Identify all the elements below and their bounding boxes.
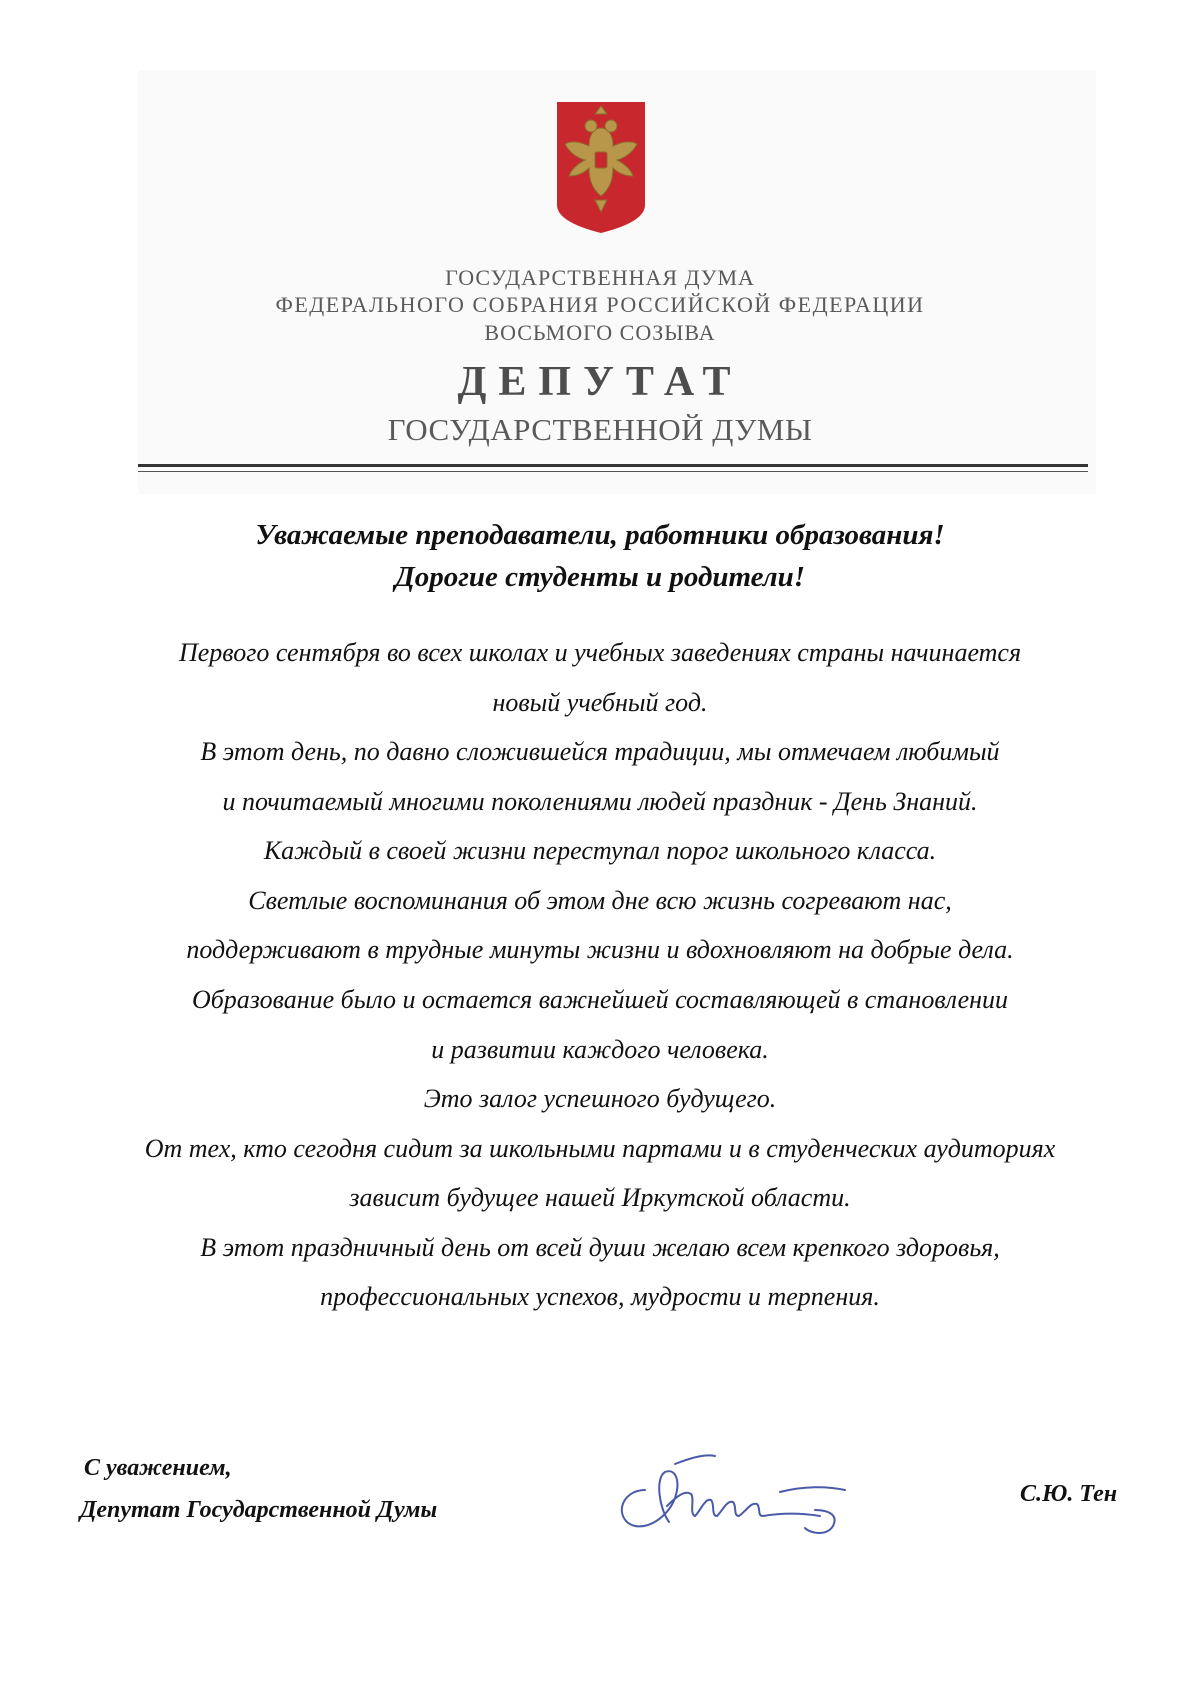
greeting-line-1: Уважаемые преподаватели, работники образования! [255,519,945,551]
body-line: Образование было и остается важнейшей составляющей в становлении [191,985,1009,1014]
body-line: Первого сентября во всех школах и учебных заведениях страны начинается [178,638,1022,667]
signer-name: С.Ю. Тен [1020,1481,1118,1507]
letterhead-assembly: ФЕДЕРАЛЬНОГО СОБРАНИЯ РОССИЙСКОЙ ФЕДЕРАЦИИ [275,292,925,317]
body-line: В этот праздничный день от всей души желаю всем крепкого здоровья, [200,1233,1000,1262]
body-line: зависит будущее нашей Иркутской области. [349,1183,851,1212]
body-line: и развитии каждого человека. [431,1035,769,1064]
letterhead-divider [138,464,1088,467]
body-line: профессиональных успехов, мудрости и терпения. [320,1282,880,1311]
body-line: и почитаемый многими поколениями людей праздник - День Знаний. [222,787,978,816]
body-line: От тех, кто сегодня сидит за школьными партами и в студенческих аудиториях [144,1134,1056,1163]
body-line: новый учебный год. [492,688,708,717]
letterhead-convocation: ВОСЬМОГО СОЗЫВА [484,320,716,345]
body-line: В этот день, по давно сложившейся традиции, мы отмечаем любимый [200,737,1000,766]
letterhead-divider-thin [138,471,1088,472]
body-line: Каждый в своей жизни переступал порог школьного класса. [263,836,937,865]
body-line: Светлые воспоминания об этом дне всю жизнь согревают нас, [248,886,952,915]
signature-image [605,1450,870,1540]
closing-regards: С уважением, [84,1455,232,1481]
closing-position: Депутат Государственной Думы [80,1497,438,1523]
body-line: Это залог успешного будущего. [423,1084,777,1113]
letterhead-title: ДЕПУТАТ [457,359,743,405]
letterhead-duma: ГОСУДАРСТВЕННАЯ ДУМА [445,265,755,290]
greeting-line-2: Дорогие студенты и родители! [394,561,806,593]
body-line: поддерживают в трудные минуты жизни и вдохновляют на добрые дела. [186,935,1014,964]
coat-of-arms-icon [555,100,647,235]
letterhead-subtitle: ГОСУДАРСТВЕННОЙ ДУМЫ [387,412,813,447]
